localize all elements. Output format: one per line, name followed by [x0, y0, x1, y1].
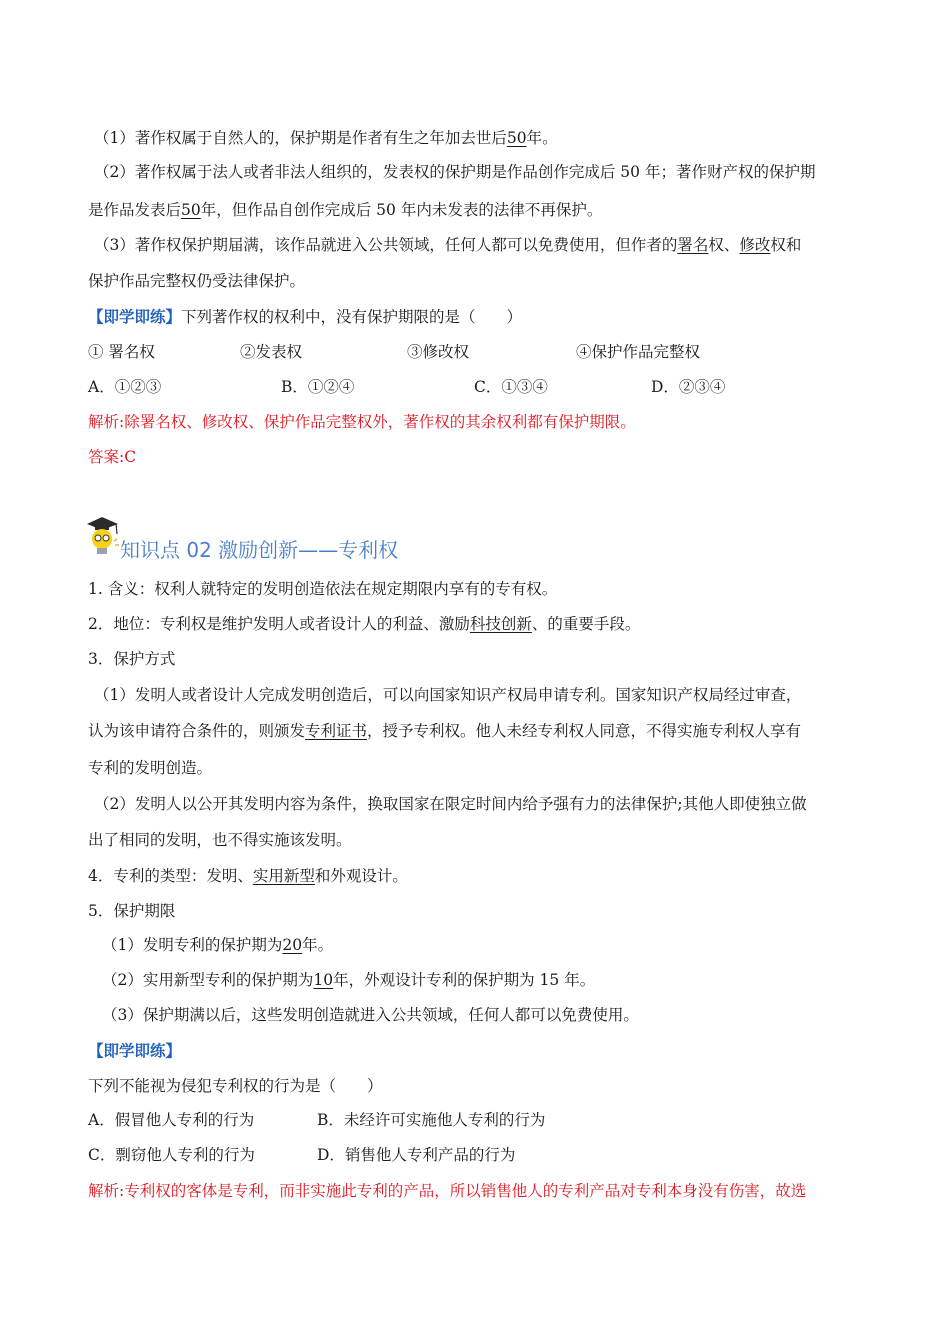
- copyright-expiry-line1: （3）著作权保护期届满，该作品就进入公共领域，任何人都可以免费使用，但作者的署名权、修改权和: [94, 236, 802, 254]
- term-expiry: （3）保护期满以后，这些发明创造就进入公共领域，任何人都可以免费使用。: [102, 1006, 639, 1024]
- patent-types: 4．专利的类型：发明、实用新型和外观设计。: [88, 867, 408, 885]
- option-2-d: D．销售他人专利产品的行为: [317, 1146, 516, 1164]
- practice-tag-2: 【即学即练】: [88, 1041, 182, 1060]
- protection-method-1-line2: 认为该申请符合条件的，则颁发专利证书，授予专利权。他人未经专利权人同意，不得实施专利权人享有: [88, 722, 802, 740]
- option-2-b: B．未经许可实施他人专利的行为: [317, 1111, 546, 1129]
- protection-method-heading: 3．保护方式: [88, 650, 176, 668]
- analysis-2: 解析:专利权的客体是专利，而非实施此专利的产品，所以销售他人的专利产品对专利本身没有伤害，故选: [88, 1182, 807, 1200]
- practice-question-1: 【即学即练】下列著作权的权利中，没有保护期限的是（ ）: [88, 307, 523, 326]
- rights-item-2: ②发表权: [240, 343, 303, 361]
- copyright-term-legal-person-line2: 是作品发表后50年，但作品自创作完成后 50 年内未发表的法律不再保护。: [88, 201, 603, 219]
- answer-1: 答案:C: [88, 448, 137, 466]
- option-d: D．②③④: [651, 378, 726, 396]
- patent-definition: 1. 含义：权利人就特定的发明创造依法在规定期限内享有的专有权。: [88, 580, 558, 598]
- copyright-expiry-line2: 保护作品完整权仍受法律保护。: [88, 272, 306, 290]
- protection-method-1-line1: （1）发明人或者设计人完成发明创造后，可以向国家知识产权局申请专利。国家知识产权局经过审查，: [94, 686, 802, 704]
- option-2-c: C．剽窃他人专利的行为: [88, 1146, 255, 1164]
- rights-item-1: ① 署名权: [88, 343, 155, 361]
- practice-tag: 【即学即练】: [88, 307, 182, 326]
- patent-status: 2．地位：专利权是维护发明人或者设计人的利益、激励科技创新、的重要手段。: [88, 615, 641, 633]
- section-title: 知识点 02 激励创新——专利权: [120, 538, 399, 562]
- copyright-term-legal-person-line1: （2）著作权属于法人或者非法人组织的，发表权的保护期是作品创作完成后 50 年；著作财产权的保护期: [94, 163, 816, 181]
- protection-method-2-line1: （2）发明人以公开其发明内容为条件，换取国家在限定时间内给予强有力的法律保护;其他人即使独立做: [94, 795, 807, 813]
- protection-method-2-line2: 出了相同的发明，也不得实施该发明。: [88, 831, 352, 849]
- rights-item-3: ③修改权: [407, 343, 470, 361]
- copyright-term-natural-person: （1）著作权属于自然人的，保护期是作者有生之年加去世后50年。: [94, 129, 558, 147]
- option-a: A．①②③: [88, 378, 162, 396]
- analysis-1: 解析:除署名权、修改权、保护作品完整权外，著作权的其余权利都有保护期限。: [88, 413, 636, 431]
- option-b: B．①②④: [281, 378, 355, 396]
- term-utility-model: （2）实用新型专利的保护期为10年，外观设计专利的保护期为 15 年。: [102, 971, 596, 989]
- graduate-lightbulb-icon: [84, 514, 120, 556]
- rights-item-4: ④保护作品完整权: [576, 343, 701, 361]
- option-c: C．①③④: [474, 378, 548, 396]
- protection-term-heading: 5．保护期限: [88, 902, 176, 920]
- term-invention: （1）发明专利的保护期为20年。: [102, 936, 334, 954]
- protection-method-1-line3: 专利的发明创造。: [88, 759, 213, 777]
- option-2-a: A．假冒他人专利的行为: [88, 1111, 255, 1129]
- practice-question-2: 下列不能视为侵犯专利权的行为是（ ）: [88, 1077, 383, 1095]
